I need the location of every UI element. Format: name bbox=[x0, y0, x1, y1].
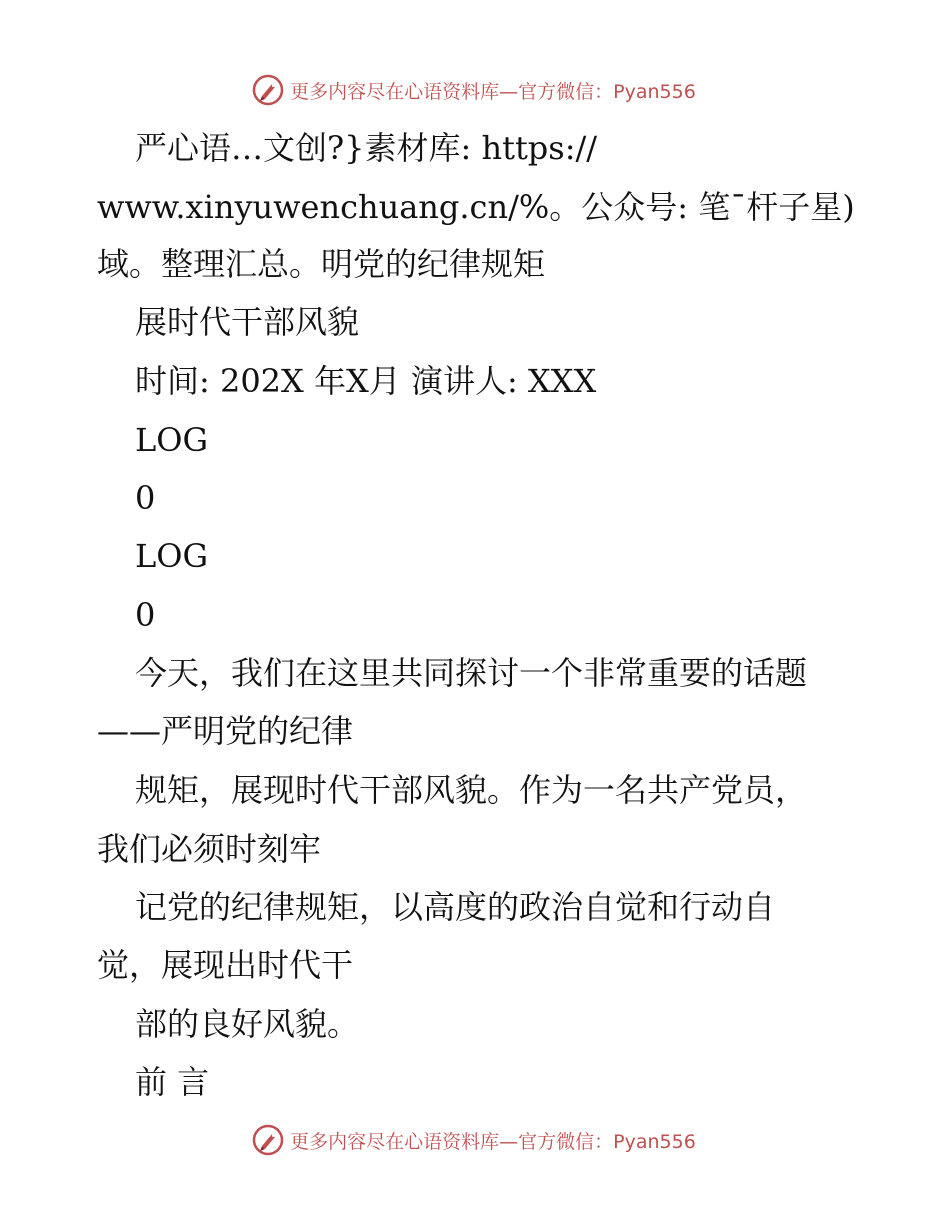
text-line: LOG bbox=[135, 421, 209, 459]
text-line: 域。整理汇总。明党的纪律规矩 bbox=[97, 245, 546, 283]
section-heading: 前 言 bbox=[135, 1063, 210, 1101]
pen-nib-logo-icon bbox=[252, 74, 284, 106]
text-line: 部的良好风貌。 bbox=[135, 1005, 360, 1043]
footer-banner bbox=[0, 1120, 950, 1160]
text-line: 时间: 202X 年X月 演讲人: XXX bbox=[135, 362, 597, 400]
pen-nib-logo-icon bbox=[252, 1124, 284, 1156]
text-line: 0 bbox=[135, 596, 156, 634]
text-line: www.xinyuwenchuang.cn/%。公众号: 笔¯杆子星) bbox=[97, 188, 855, 226]
text-line: 今天，我们在这里共同探讨一个非常重要的话题 bbox=[135, 654, 808, 692]
text-line: ——严明党的纪律 bbox=[97, 712, 354, 750]
text-line: 觉，展现出时代干 bbox=[97, 946, 354, 984]
banner-text: 更多内容尽在心语资料库—官方微信：Pyan556 bbox=[290, 80, 696, 103]
text-line: LOG bbox=[135, 537, 209, 575]
text-line: 我们必须时刻牢 bbox=[97, 830, 322, 868]
header-banner bbox=[0, 70, 950, 110]
text-line: 记党的纪律规矩，以高度的政治自觉和行动自 bbox=[135, 888, 776, 926]
text-line: 0 bbox=[135, 479, 156, 517]
text-line: 规矩，展现时代干部风貌。作为一名共产党员， bbox=[135, 771, 808, 809]
banner-text: 更多内容尽在心语资料库—官方微信：Pyan556 bbox=[290, 1130, 696, 1153]
text-line: 展时代干部风貌 bbox=[135, 303, 360, 341]
text-line: 严心语…文创?}素材库: https:// bbox=[135, 129, 598, 167]
